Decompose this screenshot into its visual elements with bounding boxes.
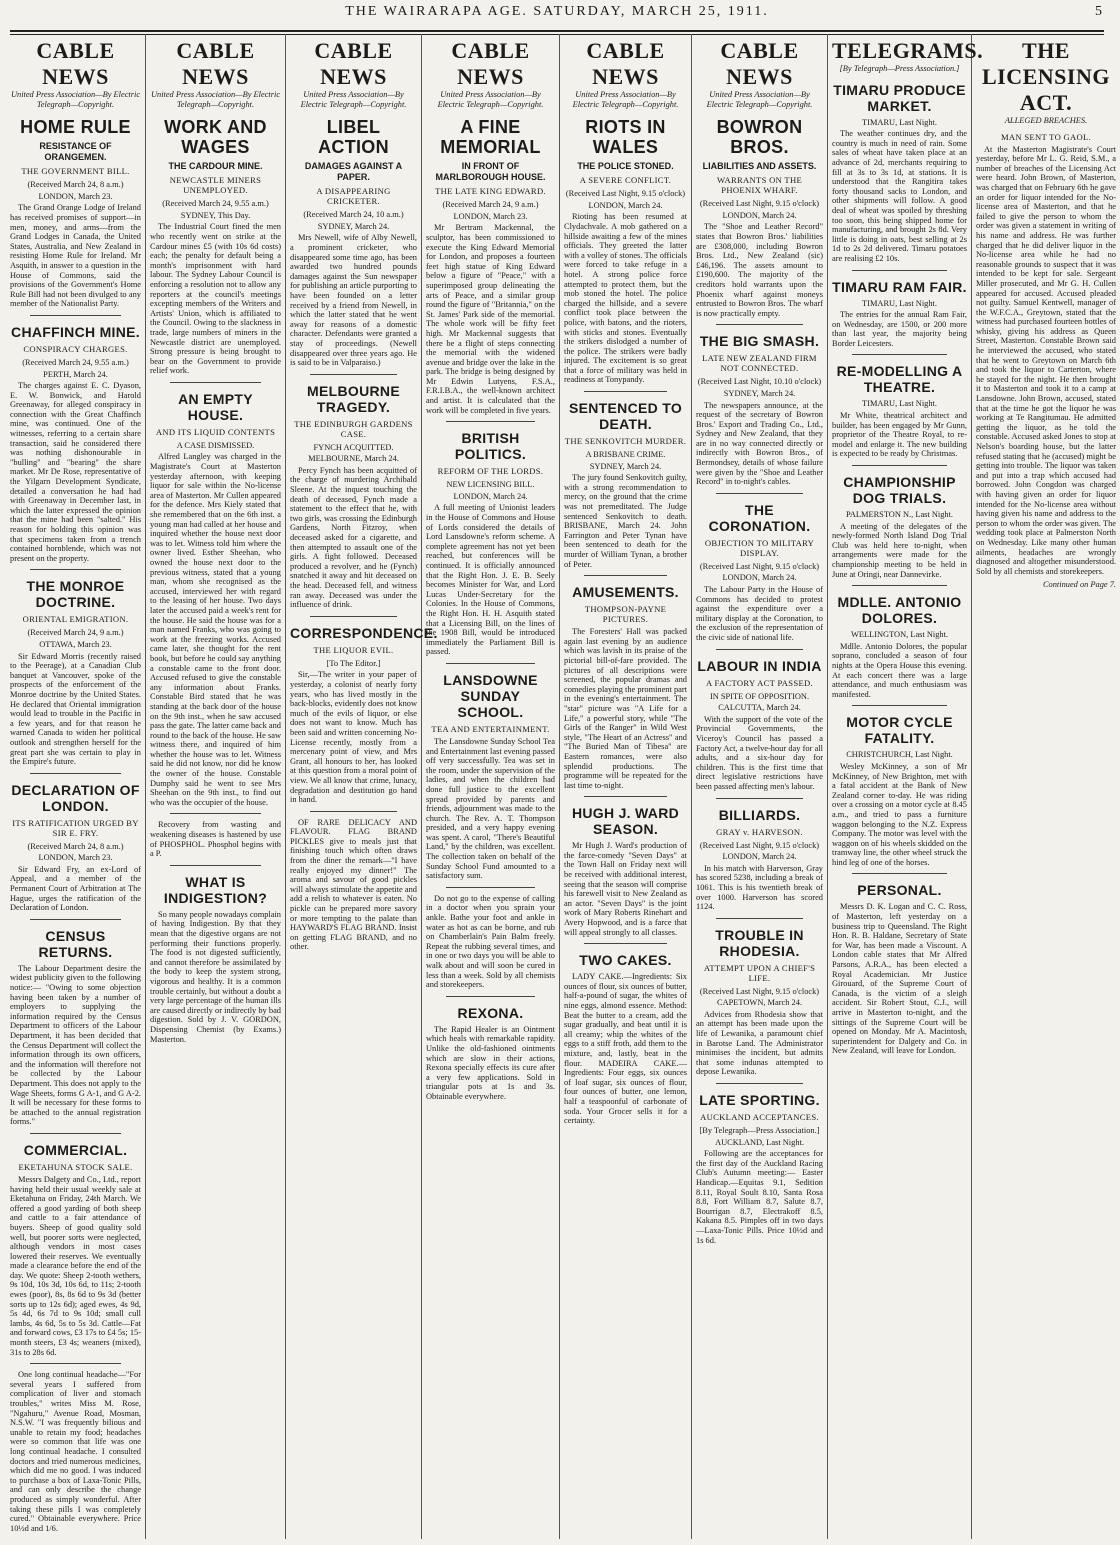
article (10, 1142, 141, 1364)
article-body: In his match with Harverson, Gray has scored 5238, including a break of 1061. This is his twentieth break of over 1000. Harverson has scored 1124. (696, 863, 823, 912)
article-headline: MOTOR CYCLE FATALITY. (846, 714, 953, 747)
article (564, 400, 687, 576)
article (10, 578, 141, 773)
article-headline: TROUBLE IN RHODESIA. (715, 926, 804, 959)
article-deck: LATE NEW ZEALAND FIRM NOT CONNECTED. (702, 353, 817, 374)
article-headline: REXONA. (457, 1004, 524, 1021)
article-divider (852, 705, 947, 706)
article (150, 820, 281, 865)
article-body: So many people nowadays complain of having Indigestion. By that they mean that the digestive organs are not performing their functions properly. The food is not digested sufficiently, and cannot therefore be assimilated by the body to keep the system strong, vigorous and healthy. It is a common trouble certainly, but without a doubt a very large percentage of the human ills are caused directly or indirectly by bad digestion. Sold by J. V. GORDON, Dispensing Chemist (by Exams.) Masterton. (150, 909, 281, 1044)
article-body: Following are the acceptances for the first day of the Auckland Racing Club's Autumn meeting:— Easter Handicap.—Equitas 9.1, Sedition 8.11, Royal Soult 8.10, Santa Rosa 8.8, Fort William 8.7, Salute 8.7, Bourrigan 8.7, Electrakoff 8.5, Kakana 8.5. Pimples off in two days—Laxa-Tonic Pills. Price 10½d and 1s 6d. (696, 1149, 823, 1245)
article-dateline: OTTAWA, March 23. (39, 639, 112, 649)
article-body: Advices from Rhodesia show that an attempt has been made upon the life of Lewanika, a paramount chief in Barotse Land. The Administrator minimises the incident, but admits that some indunas attempted to depose Lewanika. (696, 1009, 823, 1077)
article-body: Sir,—The writer in your paper of yesterday, a colonist of nearly forty years, who has lived mostly in the back-blocks, evidently does not know much of the evils of liquor, or else does not want to know. Much has been said and written concerning No-License recently, mostly from a mercenary point of view, and Mrs Grant, all honours to her, has looked at this question from a moral point of view. We all know that crime, lunacy, degradation and destitution go hand in hand. (290, 670, 417, 805)
article-divider (584, 796, 667, 797)
article-divider (170, 865, 261, 866)
article-body: Mr White, theatrical architect and builder, has been engaged by Mr Gunn, proprietor of the Theatre Royal, to re-model and enlarge it. The new building is expected to be ready by Christmas. (832, 411, 967, 459)
article-received-time: (Received March 24, 9 a.m.) (442, 200, 539, 210)
article-headline: A FINE MEMORIAL (440, 117, 541, 158)
article (696, 658, 823, 799)
article-divider (170, 813, 261, 814)
article (10, 782, 141, 920)
article-divider (30, 919, 121, 920)
article-body: Percy Fynch has been acquitted of the charge of murdering Archibald Sleene. At the inquest touching the death of deceased, Fynch made a statement to the effect that he, with two girls, was crossing the Edinburgh Gardens, North Fitzroy, when deceased asked for a cigarette, and then attempted to assault one of the girls. A fight followed. Deceased produced a revolver, and he (Fynch) snatched it away and hit deceased on the head. Deceased fell, and witness ran away. Deceased was under the influence of drink. (290, 465, 417, 610)
article-deck: THE EDINBURGH GARDENS CASE. (294, 418, 413, 439)
article (832, 882, 967, 1056)
column-header: CABLE NEWS (586, 38, 665, 89)
article-deck: THE LATE KING EDWARD. (435, 186, 546, 197)
article-divider (852, 354, 947, 355)
article-divider (30, 569, 121, 570)
article-body: The Labour Party in the House of Commons has decided to protest against the expenditure over a military display at the Coronation, to the exclusion of the representation of the civic side of national life. (696, 585, 823, 642)
continued-note: Continued on Page 7. (1042, 580, 1116, 590)
article-deck: THE GOVERNMENT BILL. (21, 166, 130, 177)
article-headline: HUGH J. WARD SEASON. (571, 805, 680, 838)
article-divider (584, 391, 667, 392)
article-divider (310, 811, 397, 812)
column-5 (560, 34, 692, 1539)
article-headline: WHAT IS INDIGESTION? (163, 873, 268, 906)
article-body: A meeting of the delegates of the newly-formed North Island Dog Trial Club was held here to-night, when arrangements were made for the championship meeting to be held in June at Oringi, near Dannevirke. (832, 521, 967, 579)
article-received-time: (Received Last Night, 9.15 o'clock) (565, 189, 686, 199)
column-subheader: ALLEGED BREACHES. (1004, 116, 1088, 125)
article-dateline: LONDON, March 24. (453, 491, 528, 501)
article-headline: AMUSEMENTS. (572, 584, 679, 601)
article-headline: MELBOURNE TRAGEDY. (307, 382, 400, 415)
article-divider (852, 465, 947, 466)
article-body: Sir Edward Fry, an ex-Lord of Appeal, and a member of the Permanent Court of Arbitration at The Hague, urges the ratification of the Declaration of London. (10, 864, 141, 913)
article-dateline: SYDNEY, March 24. (723, 388, 796, 398)
column-subheader: United Press Association—By Electric Telegraph—Copyright. (150, 90, 281, 109)
article (696, 1092, 823, 1245)
article-headline: DECLARATION OF LONDON. (11, 781, 140, 814)
column-1 (6, 34, 146, 1539)
article (696, 333, 823, 494)
article-body: Do not go to the expense of calling in a doctor when you sprain your ankle. Bathe your foot and ankle in water as hot as can be borne, and rub on Chamberlain's Pain Balm freely. Repeat the rubbing several times, and in one or two days you will be able to walk about and will soon be cured in less than a week. Sold by all chemists and storekeepers. (426, 893, 555, 990)
article-divider (446, 421, 535, 422)
article (426, 430, 555, 664)
article-headline: BILLIARDS. (718, 806, 801, 823)
article-deck: OBJECTION TO MILITARY DISPLAY. (704, 537, 815, 558)
article-deck: AND ITS LIQUID CONTENTS (155, 426, 276, 437)
article-divider (30, 1363, 121, 1364)
article (832, 714, 967, 874)
article-headline: THE CORONATION. (708, 501, 811, 534)
column-header: CABLE NEWS (720, 38, 799, 89)
article-body: Mr Bertram Mackennal, the sculptor, has been commissioned to execute the King Edward Memorial for London, and proposes a fourteen feet high statue of King Edward below a figure of "Peace," with a superimposed group delineating the arts of Peace, and a similar group round the figure of "Britannia," on the St. James' Park side of the memorial. The whole work will be fifty feet high. Mr Mackennal suggests that there be a flight of steps connecting the memorial with the widened avenue and bridge over the lake in the park. The bridge is being designed by Mr Edwin Lutyens, F.S.A., F.R.I.B.A., the well-known architect and artist. It is calculated that the work will be completed in five years. (426, 223, 555, 415)
article-body: The "Shoe and Leather Record" states that Bowron Bros.' liabilities are £308,000, including Bowron Bros. Ltd., New Zealand (sic) £46,196. The assets amount to £190,600. The majority of the creditors hold warrants upon the Phoenix wharf against moneys entrusted to Bowron Bros. The wharf is now practically empty. (696, 222, 823, 318)
article-headline: LANSDOWNE SUNDAY SCHOOL. (443, 671, 538, 720)
article-headline: SENTENCED TO DEATH. (568, 400, 683, 433)
article-body: The Labour Department desire the widest publicity given to the following notice:— "Owing to some objection having been taken by a number of employers to supplying the information required by the Census Department to officers of the Labour Department, it has been decided that the Census Department will collect the information through its own officers, and the information will therefore not be collected by the Labour Department. This does not apply to the Wage Sheets, forms G A-1, and G A-2. It will be necessary for these forms to be attached to the annual registration forms." (10, 963, 141, 1127)
article-body: Mr Hugh J. Ward's production of the farce-comedy "Seven Days" at the Town Hall on Friday next will be received with additional interest, seeing that the season will comprise his farewell visit to New Zealand as an actor. "Seven Days" is the joint work of Mary Roberts Rinehart and Avery Hopwood, and is a farce that will appeal strongly to all classes. (564, 841, 687, 937)
article-received-time: (Received March 24, 9.55 a.m.) (22, 357, 129, 367)
article-deck: EKETAHUNA STOCK SALE. (18, 1161, 133, 1172)
article-body: The Foresters' Hall was packed again last evening by an audience which was lavish in its praise of the pictorial bill-of-fare provided. The pictures of all descriptions were screened, the popular dramas and comedies playing the prominent part in the evening's entertainment. The "star" picture was "A Life for a Life," a powerful story, while "The Girls of the Ranger" in Wild West style, "The Heart of an Actress" and "The Buried Man of Tibesa" are Eastern romances, were also splendid productions. The programme will be repeated for the last time to-night. (564, 627, 687, 790)
article-headline: CHAMPIONSHIP DOG TRIALS. (843, 474, 956, 507)
article-dateline: LONDON, March 24. (722, 852, 797, 862)
article-dateline: LONDON, March 23. (38, 853, 113, 863)
article-headline: HOME RULE (20, 117, 131, 138)
article-received-time: (Received Last Night, 9.15 o'clock) (699, 840, 820, 850)
article-received-time: (Received Last Night, 10.10 o'clock) (697, 377, 822, 387)
article-dateline: LONDON, March 24. (588, 200, 663, 210)
article-body: The weather continues dry, and the country is much in need of rain. Some sales of wheat have taken place at an advance of 2d, merchants requiring to fill at 3s to 3s 1d, at stations. It is understood that the Rangitira takes forty thousand sacks to London, and other shipments will follow. A good deal of wheat was spoiled by threshing too soon, this being shipped home for manufacturing, and brought 2s 8d. Very little is doing in oats, best selling at 2s 1d to 2s 2d delivered. Timaru potatoes are realising £2 10s. (832, 129, 967, 263)
article-divider (852, 585, 947, 586)
article-deck: TEA AND ENTERTAINMENT. (431, 723, 550, 734)
article-headline: RIOTS IN WALES (585, 117, 666, 158)
article-headline: THE BIG SMASH. (699, 333, 820, 350)
article (564, 805, 687, 944)
article-divider (170, 382, 261, 383)
article-body: Mdlle. Antonio Dolores, the popular soprano, concluded a season of four nights at the Opera House this evening. At each concert there was a large attendance, and much enthusiasm was manifested. (832, 641, 967, 699)
article-body: Mrs Newell, wife of Alby Newell, a prominent cricketer, who disappeared some time ago, has been awarded two hundred pounds damages against the Sun newspaper for publishing an article purporting to have been founded on a letter received by a friend from Newell, in which the latter stated that he went away for reasons of a domestic character. Defendants were granted a stay of proceedings. (Newell disappeared over three years ago. He is said to be in Valparaiso.) (290, 233, 417, 368)
article (10, 1370, 141, 1533)
article-divider (716, 649, 803, 650)
article-received-time: (Received March 24, 8 a.m.) (27, 841, 124, 851)
column-header: THE LICENSING ACT. (982, 38, 1110, 115)
article-headline: WORK AND WAGES (164, 117, 267, 158)
article-headline: CENSUS RETURNS. (38, 927, 113, 960)
article-divider (852, 270, 947, 271)
article-dateline: PALMERSTON N., Last Night. (845, 510, 954, 520)
article-dateline: LONDON, March 24. (722, 210, 797, 220)
article-divider (446, 663, 535, 664)
article-body: The charges against E. C. Dyason, E. W. Bonwick, and Harold Greenaway, for alleged conspiracy in connection with the Great Chaffinch mine, was continued. One of the witnesses, referring to a certain share transaction, said he considered there was nothing dishonourable in "bulling" and "bearing" the share market. Mr De Rose, representative of the Yilgarn Development Syndicate, detailed a conversation he had had with Greenaway in December last, in which the latter expressed the opinion that the mine had been "salted." His reason for holding this opinion was that specimens taken from a trench contained hornblende, which was not present on the property. (10, 381, 141, 563)
column-subheader: United Press Association—By Electric Telegraph—Copyright. (10, 90, 141, 109)
article-divider (716, 798, 803, 799)
article (150, 391, 281, 815)
article-deck: A SEVERE CONFLICT. (579, 175, 672, 186)
article-subheadline: THE POLICE STONED. (577, 161, 674, 172)
article (696, 927, 823, 1084)
article-subheadline: DAMAGES AGAINST A PAPER. (304, 161, 403, 183)
article-headline: PERSONAL. (857, 882, 942, 899)
article-divider (30, 315, 121, 316)
column-4 (422, 34, 560, 1539)
article-deck: NEWCASTLE MINERS UNEMPLOYED. (169, 175, 262, 196)
article-received-time: [To The Editor.] (326, 658, 381, 668)
column-3 (286, 34, 438, 1539)
column-header: CABLE NEWS (314, 38, 393, 89)
column-subheader: United Press Association—By Electric Telegraph—Copyright. (706, 90, 813, 109)
article-divider (852, 873, 947, 874)
article-dateline: TIMARU, Last Night. (862, 298, 937, 308)
article-body: The entries for the annual Ram Fair, on Wednesday, are 1500, or 200 more than last year, the majority being Border Leicesters. (832, 310, 967, 348)
article-subheadline: RESISTANCE OF ORANGEMEN. (39, 141, 112, 163)
article (10, 324, 141, 570)
article-dateline: LONDON, March 23. (38, 191, 113, 201)
column-header: TELEGRAMS. (832, 38, 984, 63)
article-deck: THE SENKOVITCH MURDER. (564, 436, 687, 447)
article-divider (310, 374, 397, 375)
article (10, 117, 141, 316)
article-divider (716, 1083, 803, 1084)
article-deck: ATTEMPT UPON A CHIEF'S LIFE. (703, 962, 816, 983)
article-deck: AUCKLAND ACCEPTANCES. (700, 1112, 819, 1123)
article-dateline: PERTH, March 24. (43, 369, 108, 379)
article-received-time: (Received Last Night, 9.15 o'clock) (699, 561, 820, 571)
article-body: Wesley McKinney, a son of Mr McKinney, of New Brighton, met with a fatal accident at the Bank of New Zealand corner to-day. He was riding over a crossing on a motor cycle at 8.45 a.m., and tried to pass a furniture waggon belonging to the N.Z. Express Company. The motor was level with the waggon on of his wheels skidded on the tramway line, the other wheel struck the hind leg of one of the horses. (832, 761, 967, 867)
article-body: Messrs Dalgety and Co., Ltd., report having held their usual weekly sale at Eketahuna on Friday, 24th March. We offered a good yarding of both sheep and cattle to a fair attendance of buyers. Sheep of good quality sold well, but poorer sorts were neglected, although vendors in most cases lowered their reserves. We eventually made a clearance before the end of the day. We quote: Sheep 2-tooth wethers, 9s 10d, 10s 3d, 10s 6d, to 11s; 2-tooth ewes (poor), 8s, 8s 6d to 9s 3d (better sorts up to 12s 6d); aged ewes, 4s 9d, 5s 4d, 6s 7d to 9s 10d; small cull lambs, 4s 6d, 5s to 5s 3d. Cattle—Fat and forward cows, £3 17s to £4 5s; 15-month steers, £3 4s; weaners (mixed), 31s to 28s 6d. (10, 1174, 141, 1357)
article (832, 474, 967, 586)
article-dateline: AUCKLAND, Last Night. (715, 1137, 804, 1147)
article-divider (30, 773, 121, 774)
article-headline: BOWRON BROS. (716, 117, 803, 158)
article-body: Sir Edward Morris (recently raised to the Peerage), at a Canadian Club banquet at Vancouver, spoke of the prospects of the enforcement of the Monroe doctrine by the United States. He declared that Oriental immigration would lead to trouble in the Pacific in a few years, and for that reason he warned Canada to widen her political outlook and strengthen herself for the great part she was certain to play in the Empire's future. (10, 651, 141, 767)
article-divider (446, 996, 535, 997)
article-body: The Industrial Court fined the men who recently went on strike at the Cardour mines £5 (with 10s 6d costs) each; the penalty for default being a month's imprisonment with hard labour. The Sydney Labour Council is enforcing a resolution not to allow any reporters at the council's meetings excepting members of the Writers and Artists' Union, which is affiliated to the Council. Owing to the slackness in trade, large numbers of miners in the Newcastle district are unemployed. Strong pressure is being brought to bear on the Government to provide relief work. (150, 222, 281, 376)
article-body: The Grand Orange Lodge of Ireland has received promises of support—in men, money, and arms—from the Grand Lodges in Canada, the United States, Australia, and New Zealand in resisting Home Rule for Ireland. Mr Asquith, in answer to a question in the House of Commons, said the provisions of the Government's Home Rule Bill had not been divulged to any member of the Nationalist Party. (10, 203, 141, 309)
article-deck: A DISAPPEARING CRICKETER. (316, 186, 391, 207)
article-subheadline: THE CARDOUR MINE. (168, 161, 263, 172)
article-deck: ITS RATIFICATION URGED BY SIR E. FRY. (12, 817, 139, 838)
article-subheadline: LIABILITIES AND ASSETS. (702, 161, 817, 172)
article-body: The newspapers announce, at the request of the secretary of Bowron Bros.' Export and Trading Co., Ltd., Sydney and New Zealand, that they are in no way connected directly or indirectly with Bowron Bros., of Bermondsey, details of whose failure were given by the "Shoe and Leather Record" in to-night's cables. (696, 400, 823, 487)
column-header: CABLE NEWS (176, 38, 255, 89)
column-7 (828, 34, 984, 1539)
article-deck: THE LIQUOR EVIL. (313, 644, 394, 655)
article-dateline: WELLINGTON, Last Night. (850, 630, 949, 640)
column-subheader: United Press Association—By Electric Telegraph—Copyright. (572, 90, 679, 109)
article-headline: THE MONROE DOCTRINE. (26, 578, 125, 611)
article-deck: GRAY v. HARVESON. (716, 826, 803, 837)
article-deck: REFORM OF THE LORDS. (437, 466, 544, 477)
article (976, 132, 1116, 577)
article (564, 952, 687, 1126)
article-dateline: TIMARU, Last Night. (862, 117, 937, 127)
article-headline: LABOUR IN INDIA (697, 657, 822, 674)
article-received-time: (Received March 24, 9.55 a.m.) (162, 199, 269, 209)
article (832, 82, 967, 271)
article-headline: TIMARU RAM FAIR. (832, 278, 967, 295)
article-divider (584, 943, 667, 944)
article-body: Rioting has been resumed at Clydachvale. A mob gathered on a hillside awaiting a few of the mines officials. They greeted the latter with a volley of stones. The officials were forced to take refuge in a hotel. A strong police force attempted to protect them, but the mob stoned the hotel. The police charged the hillside, and a severe conflict took place between the police, with batons, and the rioters, with sticks and stones. Eventually the strikers dislodged a number of the police. The strikers were badly injured. The excitement is so great that a force of military was held in readiness at Tonypandy. (564, 212, 687, 385)
article-dateline: LONDON, March 24. (722, 573, 797, 583)
column-header: CABLE NEWS (451, 38, 530, 89)
article-body: With the support of the vote of the Provincial Governments, the Viceroy's Council has passed a Factory Act, a twelve-hour day for all adults, and a six-hour day for children. This is the first time that direct legislative restrictions have been passed affecting men's labour. (696, 714, 823, 791)
column-subheader: [By Telegraph—Press Association.] (839, 64, 960, 73)
article (426, 672, 555, 888)
article (10, 928, 141, 1134)
article (426, 894, 555, 997)
article-received-time: A BRISBANE CRIME. (585, 450, 666, 460)
article-headline: AN EMPTY HOUSE. (178, 390, 253, 423)
article-dateline: SYDNEY, March 24. (589, 461, 662, 471)
article-received-time: IN SPITE OF OPPOSITION. (709, 691, 810, 701)
article (290, 624, 438, 812)
article-received-time: FYNCH ACQUITTED. (313, 442, 394, 452)
article-headline: CHAFFINCH MINE. (11, 323, 140, 340)
article-divider (446, 887, 535, 888)
article-headline: LIBEL ACTION (318, 117, 389, 158)
article-divider (716, 324, 803, 325)
article-divider (716, 493, 803, 494)
article-body: Recovery from wasting and weakening diseases is hastened by use of PHOSPHOL. Phosphol begins with a P. (150, 820, 281, 859)
article (696, 117, 823, 325)
article (150, 117, 281, 383)
article-deck: A FACTORY ACT PASSED. (706, 677, 813, 688)
column-2 (146, 34, 286, 1539)
article-body: At the Masterton Magistrate's Court yesterday, before Mr L. G. Reid, S.M., a number of breaches of the Licensing Act were heard. John Brown, of Masterton, was charged that on February 6th he gave an order for liquor intended for the No-license area of Masterton, and that he failed to give the person to whom the order was given a statement in writing of his name and address. He was further charged that he did deliver liquor in the No-license area while he had no reasonable grounds to suspect that it was intended to be kept for sale. Sergeant Miller prosecuted, and Mr G. H. Cullen appeared for accused. Accused pleaded not guilty. Samuel Kentwell, manager of the W.F.C.A., Greytown, stated that the witness had purchased fourteen bottles of whisky, giving his address as Queen Street, Masterton. Constable Brown said he interviewed the accused, who stated that he went to Greytown on March 6th and took the liquor to Carterton, where he stayed for the night. He then brought it to Masterton and took it to a camp at Lansdowne. John Brown, accused, stated that at the time he got the liquor he was working at Te Rangitumau. He admitted getting the liquor, as he told the constable. Accused asked Jones to stop at Nelson's boarding house, but the latter refused stating that he (accused) might be getting into trouble. The liquor was taken and put into a trap which accused had borrowed. John Congdon was charged with having given an order for liquor intended for the No-license area without having given his name and address to the person to whom the order was given. The wedding took place at Palmerston North on Wednesday. Like many other human ailments, headaches are wrongly diagnosed and altogether misunderstood. Sold by all chemists and storekeepers. (976, 144, 1116, 576)
masthead-title: THE WAIRARAPA AGE. SATURDAY, MARCH 25, 1911. (345, 4, 769, 19)
article (832, 279, 967, 356)
article-body: A full meeting of Unionist leaders in the House of Commons and House of Lords considered the details of Lord Lansdowne's reform scheme. A complete agreement has not yet been reached, but conferences will be continued. It is officially announced that the Right Hon. J. E. B. Seely becomes Minister for War, and Lord Lucas Under-Secretary for the Colonies. In the House of Commons, the Right Hon. H. H. Asquith stated that a Licensing Bill, on the lines of the 1908 Bill, would be introduced immediately the Parliament Bill is passed. (426, 503, 555, 657)
article-body: LADY CAKE.—Ingredients: Six ounces of flour, six ounces of butter, half-a-pound of sugar, the whites of nine eggs, almond essence. Method: Beat the butter to a cream, add the sugar gradually, and beat until it is all creamy; whip the whites of the eggs to a stiff froth, add them to the mixture, and, lastly, beat in the flour. MADEIRA CAKE.—Ingredients: Four eggs, six ounces of loaf sugar, six ounces of flour, four ounces of butter, one lemon, half a teaspoonful of carbonate of soda. Your Grocer sells it for a certainty. (564, 972, 687, 1126)
article-received-time: (Received March 24, 9 a.m.) (27, 628, 124, 638)
article-deck: MAN SENT TO GAOL. (1000, 131, 1092, 142)
column-subheader: United Press Association—By Electric Telegraph—Copyright. (300, 90, 407, 109)
article (150, 874, 281, 1044)
article-headline: CORRESPONDENCE. (290, 624, 438, 641)
article-body: Alfred Langley was charged in the Magistrate's Court at Masterton yesterday afternoon, with keeping liquor for sale within the No-license area of Masterton. Mr Cullen appeared for the defence. Mrs Kiely stated that she remembered that on the 6th inst. a young man had called at her house and inquired whether the house next door was to let. Witness told him where the owner lived. Esther Sheehan, who owned the house next door to the previous witness, stated that a young man, whom she recognised as the accused, interviewed her with regard to the leasing of her house. Two days later the accused paid a week's rent for the house. He said the house was for a man named Franks, who was going to work at the freezing works. Accused came later, she thought for the rent book, but before he could say anything a constable came to the front door. Accused refused to give the constable any information about Franks. Constable Bird stated that he was standing at the back door of the house on the 9th inst., when he saw accused pass the gate. The latter came back and round to the back of the house. He saw witness there, and inquired of him whether the house was to let. Witness said he did not know, nor did he know the owner of the house. Constable Dumphy said he went to see Mrs Sheehan on the 9th inst., to find out who was the occupier of the house. (150, 452, 281, 807)
article-divider (716, 918, 803, 919)
article-headline: RE-MODELLING A THEATRE. (836, 363, 963, 396)
article (696, 502, 823, 650)
masthead (0, 4, 1114, 30)
article-received-time: (Received March 24, 10 a.m.) (303, 210, 404, 220)
column-6 (692, 34, 828, 1539)
article-headline: TWO CAKES. (579, 952, 672, 969)
article (564, 584, 687, 797)
article-divider (30, 1133, 121, 1134)
article (564, 117, 687, 392)
article-headline: MDLLE. ANTONIO DOLORES. (837, 594, 962, 627)
article-dateline: CHRISTCHURCH, Last Night. (846, 750, 953, 760)
article-received-time: A CASE DISMISSED. (176, 440, 255, 450)
page-number: 5 (1095, 4, 1104, 19)
column-subheader: United Press Association—By Electric Telegraph—Copyright. (437, 90, 544, 109)
article-dateline: CAPETOWN, March 24. (717, 998, 802, 1008)
article (426, 117, 555, 422)
article-dateline: SYDNEY, March 24. (317, 221, 390, 231)
article-received-time: (Received Last Night, 9.15 o'clock) (699, 199, 820, 209)
article (290, 117, 417, 375)
article-headline: BRITISH POLITICS. (454, 430, 527, 463)
article-received-time: (Received Last Night, 9.15 o'clock) (699, 986, 820, 996)
article-divider (310, 616, 397, 617)
article-deck: ORIENTAL EMIGRATION. (22, 614, 129, 625)
article-body: OF RARE DELICACY AND FLAVOUR. FLAG BRAND PICKLES give to meals just that finishing touch which often draws from the diner the remark—"I have really enjoyed my dinner!" The aroma and savour of good pickles will always stimulate the appetite and add a relish to whatever is eaten. No pickle can be prepared more savory or more tempting to the palate than HAYWARD'S FLAG BRAND. Insist on getting FLAG BRAND, and no other. (290, 817, 417, 952)
article-deck: THOMPSON-PAYNE PICTURES. (584, 604, 667, 625)
article-dateline: MELBOURNE, March 24. (308, 454, 399, 464)
article-received-time: (Received March 24, 8 a.m.) (27, 180, 124, 190)
article-body: One long continual headache—"For several years I suffered from complication of liver and stomach troubles," writes Miss M. Rose, "Ngahuru," Avenue Road, Mosman, N.S.W. "I was frequently bilious and unable to retain my food; headaches were so common that life was one long continual headache. I consulted doctors and tried numerous medicines, which did me no good. I was induced to purchase a box of Laxa-Tonic Pills, and can only describe the change produced as simply wonderful. After taking these pills I was completely cured." Obtainable everywhere. Price 10½d and 1/6. (10, 1370, 141, 1533)
article-body: The Rapid Healer is an Ointment which heals with remarkable rapidity. Unlike the old-fashioned ointments which are slow in their actions, Rexona specially effects its cure after a very few applications. Sold in triangular pots at 1s and 3s. Obtainable everywhere. (426, 1024, 555, 1101)
column-header: CABLE NEWS (36, 38, 115, 89)
article-dateline: CALCUTTA, March 24. (718, 703, 801, 713)
article-received-time: [By Telegraph—Press Association.] (699, 1126, 820, 1136)
article (290, 383, 417, 617)
article (696, 807, 823, 919)
article-headline: LATE SPORTING. (699, 1092, 820, 1109)
article-body: Messrs D. K. Logan and C. C. Ross, of Masterton, left yesterday on a business trip to Queensland. The Right Hon. R. B. Haldane, Secretary of State for War, has been made a Viscount. A London cable states that Mr Alfred Parsons, A.R.A., has been elected a Royal Academician. Mr Justice Girouard, of the Supreme Court of Canada, is the victim of a sleigh accident. Sir Robert Stout, C.J., will arrive in Masterton to-night, and the sittings of the Supreme Court will be opened on Monday. Mr A. Macintosh, superintendent for Dalgety and Co. in New Zealand, will leave for London. (832, 902, 967, 1056)
article-subheadline: IN FRONT OF MARLBOROUGH HOUSE. (435, 161, 546, 183)
article-body: The Lansdowne Sunday School Tea and Entertainment last evening passed off very successfully. Tea was set in the room, under the supervision of the ladies, and when the children had done full justice to the excellent spread provided by parents and friends, adjournment was made to the church. The Rev. A. T. Thompson presided, and a very happy evening was spent. A carol, "There's Beautiful Land," by the children, was excellent. The collection taken on behalf of the Sunday School Fund amounted to a satisfactory sum. (426, 736, 555, 881)
article-divider (584, 575, 667, 576)
article-deck: WARRANTS ON THE PHOENIX WHARF. (716, 175, 803, 196)
article-dateline: SYDNEY, This Day. (180, 210, 251, 220)
article-deck: CONSPIRACY CHARGES. (23, 343, 128, 354)
article-headline: TIMARU PRODUCE MARKET. (833, 81, 966, 114)
article (426, 1005, 555, 1102)
article (290, 818, 417, 952)
column-8 (972, 34, 1120, 1539)
article-body: The jury found Senkovitch guilty, with a strong recommendation to mercy, on the ground that the crime was not premeditated. The Judge sentenced Senkovitch to death. BRISBANE, March 24. John Farrington and Peter Tynan have been sentenced to death for the murder of William Tynan, a brother of Peter. (564, 473, 687, 569)
article-dateline: LONDON, March 23. (453, 211, 528, 221)
article-dateline: TIMARU, Last Night. (862, 399, 937, 409)
article-headline: COMMERCIAL. (23, 1141, 128, 1158)
article (832, 594, 967, 706)
article-received-time: NEW LICENSING BILL. (446, 480, 535, 490)
article (832, 363, 967, 466)
